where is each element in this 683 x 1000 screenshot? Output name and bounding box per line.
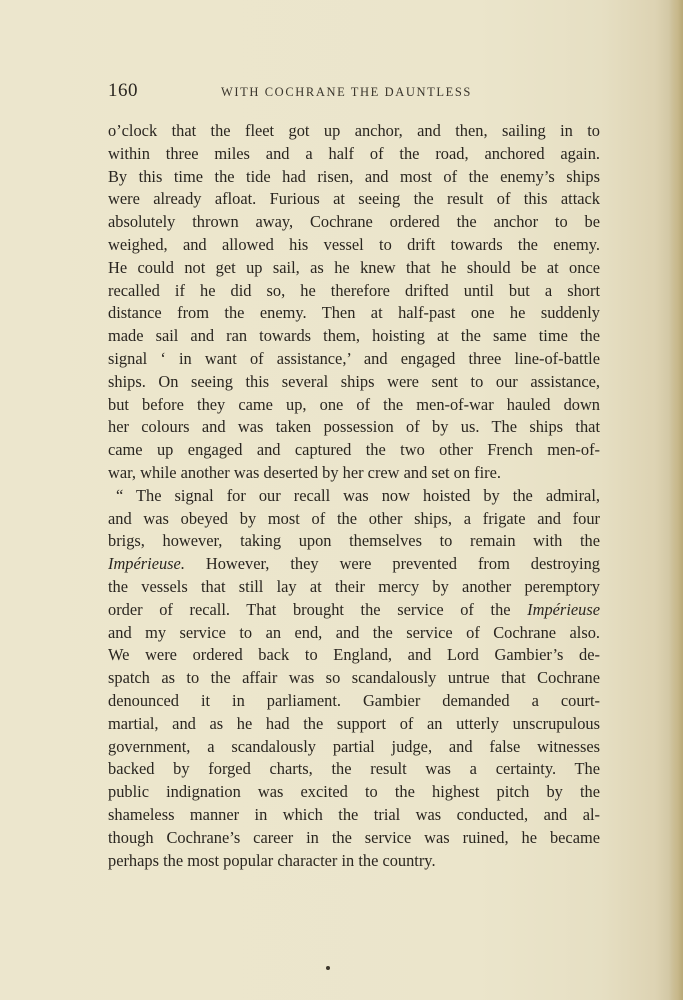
text-line (108, 462, 600, 485)
text-line (108, 804, 600, 827)
text-line (108, 758, 600, 781)
text-line (108, 576, 600, 599)
text-line-content: order of recall. That brought the service of the (108, 599, 528, 619)
text-line (108, 713, 600, 736)
text-line-content: were already afloat. Furious at seeing the result of this attack (108, 189, 600, 209)
page-edge-shadow (669, 0, 683, 1000)
text-line (108, 690, 600, 713)
text-line (108, 644, 600, 667)
text-line-content: war, while another was deserted by her crew and set on fire. (108, 462, 502, 482)
text-line (108, 394, 600, 417)
text-line (108, 530, 600, 553)
page-number: 160 (108, 80, 138, 101)
text-line (108, 667, 600, 690)
ship-name-italic: Impérieuse (527, 599, 600, 619)
text-line (108, 302, 600, 325)
text-line (108, 599, 600, 622)
text-line-content: but before they came up, one of the men-of-war hauled down (108, 394, 600, 414)
text-line-content: distance from the enemy. Then at half-past one he suddenly (108, 303, 600, 323)
text-line (108, 736, 600, 759)
text-line-content: By this time the tide had risen, and most of the enemy’s ships (108, 166, 600, 186)
text-line-content: recalled if he did so, he therefore drifted until but a short (108, 280, 600, 300)
text-line (108, 781, 600, 804)
running-title: WITH COCHRANE THE DAUNTLESS (221, 85, 472, 99)
text-line-content: absolutely thrown away, Cochrane ordered the anchor to be (108, 212, 600, 232)
text-line (108, 439, 600, 462)
text-line-content: weighed, and allowed his vessel to drift towards the enemy. (108, 234, 600, 254)
text-line-content: within three miles and a half of the road, anchored again. (108, 143, 600, 163)
ship-name-italic: Impérieuse. (108, 554, 185, 574)
text-line (108, 508, 600, 531)
text-line-content: martial, and as he had the support of an utterly unscrupulous (108, 713, 600, 733)
text-line-content: though Cochrane’s career in the service was ruined, he became (108, 827, 600, 847)
body-text (108, 120, 600, 872)
text-line-content: “ The signal for our recall was now hoisted by the admiral, (116, 485, 600, 505)
text-line-content: government, a scandalously partial judge, and false witnesses (108, 736, 600, 756)
text-line (108, 622, 600, 645)
text-line-content: brigs, however, taking upon themselves to remain with the (108, 531, 600, 551)
text-line-content: and was obeyed by most of the other ships, a frigate and four (108, 508, 600, 528)
print-speck (326, 966, 330, 970)
text-line (108, 371, 600, 394)
text-line-content: ships. On seeing this several ships were sent to our assistance, (108, 371, 600, 391)
text-line (108, 348, 600, 371)
text-line (108, 120, 600, 143)
text-line (108, 485, 600, 508)
text-line (108, 827, 600, 850)
text-line-content: and my service to an end, and the service of Cochrane also. (108, 622, 600, 642)
text-line (108, 234, 600, 257)
text-line-content: her colours and was taken possession of by us. The ships that (108, 417, 600, 437)
text-line-content: perhaps the most popular character in the country. (108, 850, 436, 870)
text-line (108, 553, 600, 576)
text-line (108, 850, 600, 873)
running-head (108, 80, 600, 106)
text-line (108, 280, 600, 303)
text-line (108, 325, 600, 348)
text-line-content: the vessels that still lay at their mercy by another peremptory (108, 576, 600, 596)
text-line-content: denounced it in parliament. Gambier demanded a court- (108, 690, 600, 710)
text-line-content: signal ‘ in want of assistance,’ and engaged three line-of-battle (108, 348, 600, 368)
text-line-content: He could not get up sail, as he knew that he should be at once (108, 257, 600, 277)
text-line-content: o’clock that the fleet got up anchor, and then, sailing in to (108, 121, 600, 140)
text-line-content: public indignation was excited to the highest pitch by the (108, 782, 600, 802)
text-line (108, 143, 600, 166)
text-line (108, 211, 600, 234)
text-line (108, 188, 600, 211)
text-line (108, 166, 600, 189)
text-line-content: However, they were prevented from destroying (184, 554, 600, 574)
text-line-content: came up engaged and captured the two other French men-of- (108, 440, 600, 460)
text-line-content: backed by forged charts, the result was a certainty. The (108, 759, 600, 779)
text-line (108, 416, 600, 439)
text-line-content: shameless manner in which the trial was conducted, and al- (108, 804, 600, 824)
text-line-content: made sail and ran towards them, hoisting at the same time the (108, 326, 600, 346)
text-line-content: spatch as to the affair was so scandalously untrue that Cochrane (108, 668, 600, 688)
text-line-content: We were ordered back to England, and Lord Gambier’s de- (108, 645, 600, 665)
text-line (108, 257, 600, 280)
